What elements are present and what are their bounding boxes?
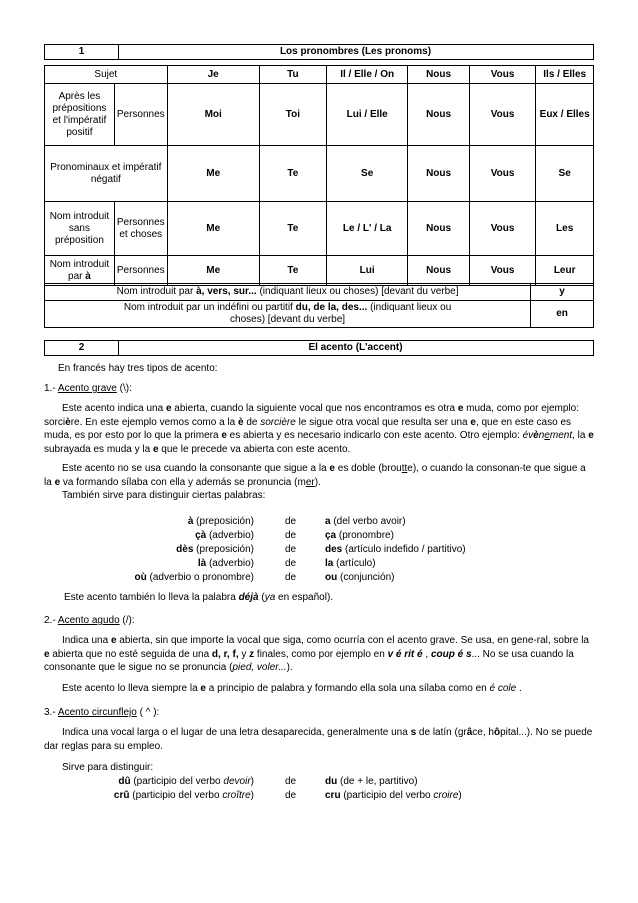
table-cell: Nous <box>408 202 470 256</box>
circ-paragraph-2: Sirve para distinguir: <box>62 762 154 773</box>
circ-paragraph-1 <box>44 726 594 753</box>
text-run: ... No se usa cuando la consonante que le sigue no se pronuncia ( <box>44 648 574 673</box>
pair-de: de <box>285 572 297 583</box>
pair-note: (adverbio) <box>206 558 254 569</box>
text-run: va formando sílaba con ella y además se pronuncia (m <box>60 476 306 488</box>
pair-note: (adverbio o pronombre) <box>146 572 254 583</box>
table-cell: Me <box>167 202 259 256</box>
table-cell: Toi <box>259 84 326 146</box>
grave-paragraph-1 <box>44 402 594 456</box>
text-run: Este acento indica una <box>62 403 166 414</box>
text-bold: e <box>457 403 464 414</box>
text-run: Indica una <box>62 635 111 646</box>
text-bold-italic: déjà <box>238 592 259 603</box>
grave-symbol-icon: \ <box>122 383 126 394</box>
y-en-table <box>44 283 594 328</box>
pair-word: crû <box>113 790 130 801</box>
table-row <box>45 256 594 286</box>
text-run: Este acento no se usa cuando la consonante que sigue a la <box>62 463 330 474</box>
text-run: subrayada es muda y la <box>44 443 153 455</box>
cell-text: Nom introduit par <box>116 286 197 297</box>
grave-heading <box>44 382 132 395</box>
text-underlined: er <box>305 476 315 488</box>
row-label: Après les prépositions et l'impératif positif <box>45 84 115 146</box>
header-cell: Sujet <box>45 66 168 84</box>
row-label-bold: à <box>85 270 91 282</box>
header-cell: Il / Elle / On <box>327 66 408 84</box>
row-label: Nom introduit sans préposition <box>45 202 115 256</box>
text-run: ). <box>286 662 293 673</box>
text-italic: ment <box>549 430 573 441</box>
pair-note: ) <box>250 776 254 787</box>
text-bold: e <box>110 635 117 646</box>
row-sublabel: Personnes et choses <box>114 202 167 256</box>
section-title: El acento (L'accent) <box>308 342 403 353</box>
pair-note: (participio del verbo <box>340 790 434 801</box>
header-cell: Ils / Elles <box>536 66 594 84</box>
header-cell: Je <box>167 66 259 84</box>
cell-text: (indiquant lieux ou choses) [devant du verbe] <box>256 286 459 297</box>
row-sublabel: Personnes <box>114 84 167 146</box>
text-bold: â <box>466 727 473 738</box>
pair-note: (artículo) <box>333 558 376 569</box>
text-run: a principio de palabra y formando ella sola una sílaba como en <box>205 683 490 694</box>
text-italic: sorcière <box>260 416 296 428</box>
table-cell: Se <box>327 146 408 202</box>
table-cell: Lui <box>327 256 408 286</box>
text-run: . <box>516 683 522 694</box>
cell-bold: du, de la, des... <box>295 302 368 313</box>
circ-pair-right <box>325 775 418 788</box>
agudo-heading <box>44 614 135 627</box>
text-bold: e <box>221 430 227 441</box>
pair-word: dû <box>118 776 131 787</box>
pair-left <box>176 543 254 556</box>
heading-number: 2.- <box>44 615 58 626</box>
section-title: Los pronombres (Les pronoms) <box>279 46 432 57</box>
pair-note: (pronombre) <box>336 530 394 541</box>
text-underlined: tt <box>401 463 408 474</box>
cell-text: Nom introduit par un indéfini ou partitif <box>123 302 296 313</box>
text-italic: é cole <box>489 683 517 694</box>
pair-word: ça <box>325 530 337 541</box>
header-cell: Vous <box>469 66 535 84</box>
table-cell: Se <box>536 146 594 202</box>
heading-text: ( <box>119 615 126 626</box>
heading-text: ): <box>128 615 135 626</box>
grave-paragraph-4 <box>64 591 333 604</box>
table-cell: Le / L' / La <box>327 202 408 256</box>
text-run: Indica una vocal larga o el lugar de una letra desaparecida, generalmente una <box>62 727 411 738</box>
text-run: pital...). No se puede dar reglas para su empleo. <box>44 727 593 752</box>
text-run: es abierta y es necesario indicarlo con este acento. Otro ejemplo: <box>226 430 523 441</box>
text-bold: e <box>165 403 172 414</box>
text-bold: e <box>470 416 476 428</box>
section-1-header <box>44 44 594 60</box>
pair-word: où <box>134 572 147 583</box>
header-cell: Nous <box>408 66 470 84</box>
pair-note: (preposición) <box>193 544 254 555</box>
text-run: abierta, sin que importe la vocal que siga, como ocurría con el acento grave. Se usa, en gene-ral, sobre la <box>116 635 589 646</box>
text-run: finales, como por ejemplo en <box>254 648 388 660</box>
text-run: ( <box>258 592 265 603</box>
pair-note-italic: croître <box>222 790 251 801</box>
table-cell: Vous <box>469 202 535 256</box>
text-run: que le precede va abierta con este acento. <box>158 443 351 455</box>
text-run: de latín (gr <box>416 727 467 738</box>
grave-paragraph-3: También sirve para distinguir ciertas palabras: <box>62 490 266 501</box>
pair-de: de <box>285 544 297 555</box>
text-bold: ô <box>493 727 501 738</box>
table-cell: Lui / Elle <box>327 84 408 146</box>
circ-heading <box>44 706 159 719</box>
text-run: es doble (brou <box>334 463 402 474</box>
table-cell: Vous <box>469 256 535 286</box>
table-cell: Eux / Elles <box>536 84 594 146</box>
pair-de: de <box>285 516 297 527</box>
pair-de: de <box>285 530 297 541</box>
text-italic: pied, voler... <box>232 662 287 673</box>
table-cell: en <box>531 301 594 328</box>
text-run: re. En este ejemplo vemos como a la <box>70 416 238 428</box>
text-italic: ya <box>264 592 276 603</box>
table-row <box>45 301 594 328</box>
agudo-paragraph-1 <box>44 634 594 675</box>
pair-right <box>325 571 394 584</box>
heading-title: Acento grave <box>57 383 117 394</box>
heading-title: Acento agudo <box>57 615 120 626</box>
text-underlined: e <box>544 430 550 441</box>
table-row <box>45 284 594 301</box>
text-run: abierta, cuando la siguiente vocal que nos encontramos es otra <box>171 403 458 414</box>
header-cell: Tu <box>259 66 326 84</box>
text-bold: e <box>44 648 50 660</box>
text-bold: e <box>588 430 594 441</box>
text-run: y <box>238 648 250 660</box>
pair-left <box>198 557 254 570</box>
table-cell: Les <box>536 202 594 256</box>
pair-right <box>325 515 406 528</box>
table-cell: Leur <box>536 256 594 286</box>
intro-text: En francés hay tres tipos de acento: <box>58 363 218 374</box>
heading-number: 1.- <box>44 383 58 394</box>
table-cell: Nous <box>408 256 470 286</box>
text-bold-italic: v é rit é <box>387 648 423 660</box>
table-cell: Te <box>259 256 326 286</box>
text-run: , que en este caso es muda, es por esto por lo que la primera <box>44 416 572 441</box>
pair-word: là <box>197 558 207 569</box>
pair-note: (adverbio) <box>206 530 254 541</box>
text-bold-italic: è <box>533 430 539 441</box>
heading-title: Acento circunflejo <box>57 707 137 718</box>
text-run: , <box>422 648 431 660</box>
pair-right <box>325 557 376 570</box>
heading-text: ( <box>116 383 123 394</box>
text-bold: s <box>410 727 417 738</box>
pair-note: (del verbo avoir) <box>330 516 406 527</box>
pair-note-italic: croire <box>433 790 459 801</box>
section-2-header <box>44 340 594 356</box>
pair-word: des <box>325 544 343 555</box>
row-label: Pronominaux et impératif négatif <box>45 146 168 202</box>
text-run: de <box>243 416 261 428</box>
pair-note: ) <box>250 790 254 801</box>
text-run: abierta que no esté seguida de una <box>49 648 212 660</box>
text-run: le sigue otra vocal que resulta ser una <box>295 416 471 428</box>
pair-left <box>135 571 255 584</box>
table-cell: Vous <box>469 146 535 202</box>
table-row <box>45 202 594 256</box>
text-bold: e <box>200 683 206 694</box>
pair-de: de <box>285 790 297 801</box>
pair-word: cru <box>325 790 341 801</box>
pair-word: dès <box>176 544 194 555</box>
pair-left <box>195 529 254 542</box>
text-run: ). <box>314 476 321 488</box>
acute-symbol-icon: / <box>125 615 129 626</box>
pair-word: la <box>325 558 334 569</box>
pair-word: à <box>187 516 194 527</box>
table-cell: Nous <box>408 146 470 202</box>
heading-text: ): <box>125 383 132 394</box>
pair-note: (preposición) <box>193 516 254 527</box>
pair-left <box>188 515 254 528</box>
pair-note: ) <box>458 790 462 801</box>
grave-paragraph-2 <box>44 462 594 489</box>
table-cell: Te <box>259 146 326 202</box>
text-bold: è <box>65 416 71 428</box>
pair-right <box>325 543 466 556</box>
circ-pair-left <box>118 775 254 788</box>
pair-right <box>325 529 394 542</box>
text-run: muda, como por ejemplo: sorci <box>44 403 580 428</box>
table-cell <box>45 284 531 301</box>
table-row <box>45 146 594 202</box>
table-header-row <box>45 66 594 84</box>
pair-note: (participio del verbo <box>129 790 223 801</box>
table-cell: Nous <box>408 84 470 146</box>
pair-word: ou <box>325 572 338 583</box>
heading-number: 3.- <box>44 707 58 718</box>
text-run: Este acento lo lleva siempre la <box>62 683 201 694</box>
row-sublabel: Personnes <box>114 256 167 286</box>
table-cell: Te <box>259 202 326 256</box>
text-run: , la <box>572 430 589 441</box>
pair-note: (participio del verbo <box>130 776 224 787</box>
agudo-paragraph-2 <box>62 682 522 695</box>
text-bold: e <box>329 463 335 474</box>
text-run: en español). <box>275 592 334 603</box>
row-label <box>45 256 115 286</box>
row-label-text: Nom introduit par <box>49 258 110 282</box>
pair-note: (artículo indefido / partitivo) <box>342 544 466 555</box>
text-bold: d, r, f, <box>211 648 239 660</box>
table-cell: Me <box>167 256 259 286</box>
pair-word: a <box>325 516 331 527</box>
pair-word: çà <box>195 530 207 541</box>
text-bold: z <box>249 648 255 660</box>
circ-pair-left <box>114 789 254 802</box>
text-run: e), o cuando la consonan-te que sigue a la <box>44 463 586 488</box>
pair-de: de <box>285 776 297 787</box>
section-number: 1 <box>45 45 119 59</box>
pair-note: (conjunción) <box>337 572 395 583</box>
text-italic: év <box>522 430 534 441</box>
text-bold: e <box>54 476 61 488</box>
circ-pair-right <box>325 789 462 802</box>
pronouns-table <box>44 65 594 286</box>
pair-word: du <box>325 776 338 787</box>
text-bold-italic: coup é s <box>430 648 472 660</box>
text-italic: n <box>538 430 545 441</box>
table-cell <box>45 301 531 328</box>
heading-text: ( ^ ): <box>136 707 160 718</box>
pair-note-italic: devoir <box>223 776 251 787</box>
table-cell: Moi <box>167 84 259 146</box>
pair-note: (de + le, partitivo) <box>337 776 418 787</box>
text-run: ce, h <box>472 727 494 738</box>
section-number: 2 <box>45 341 119 355</box>
table-row <box>45 84 594 146</box>
pair-de: de <box>285 558 297 569</box>
cell-text: (indiquant lieux ou choses) [devant du verbe] <box>230 302 452 325</box>
table-cell: Me <box>167 146 259 202</box>
table-cell: y <box>531 284 594 301</box>
text-run: Este acento también lo lleva la palabra <box>64 592 239 603</box>
text-bold: è <box>238 416 244 428</box>
cell-bold: à, vers, sur... <box>196 286 257 297</box>
text-bold: e <box>152 443 159 455</box>
table-cell: Vous <box>469 84 535 146</box>
